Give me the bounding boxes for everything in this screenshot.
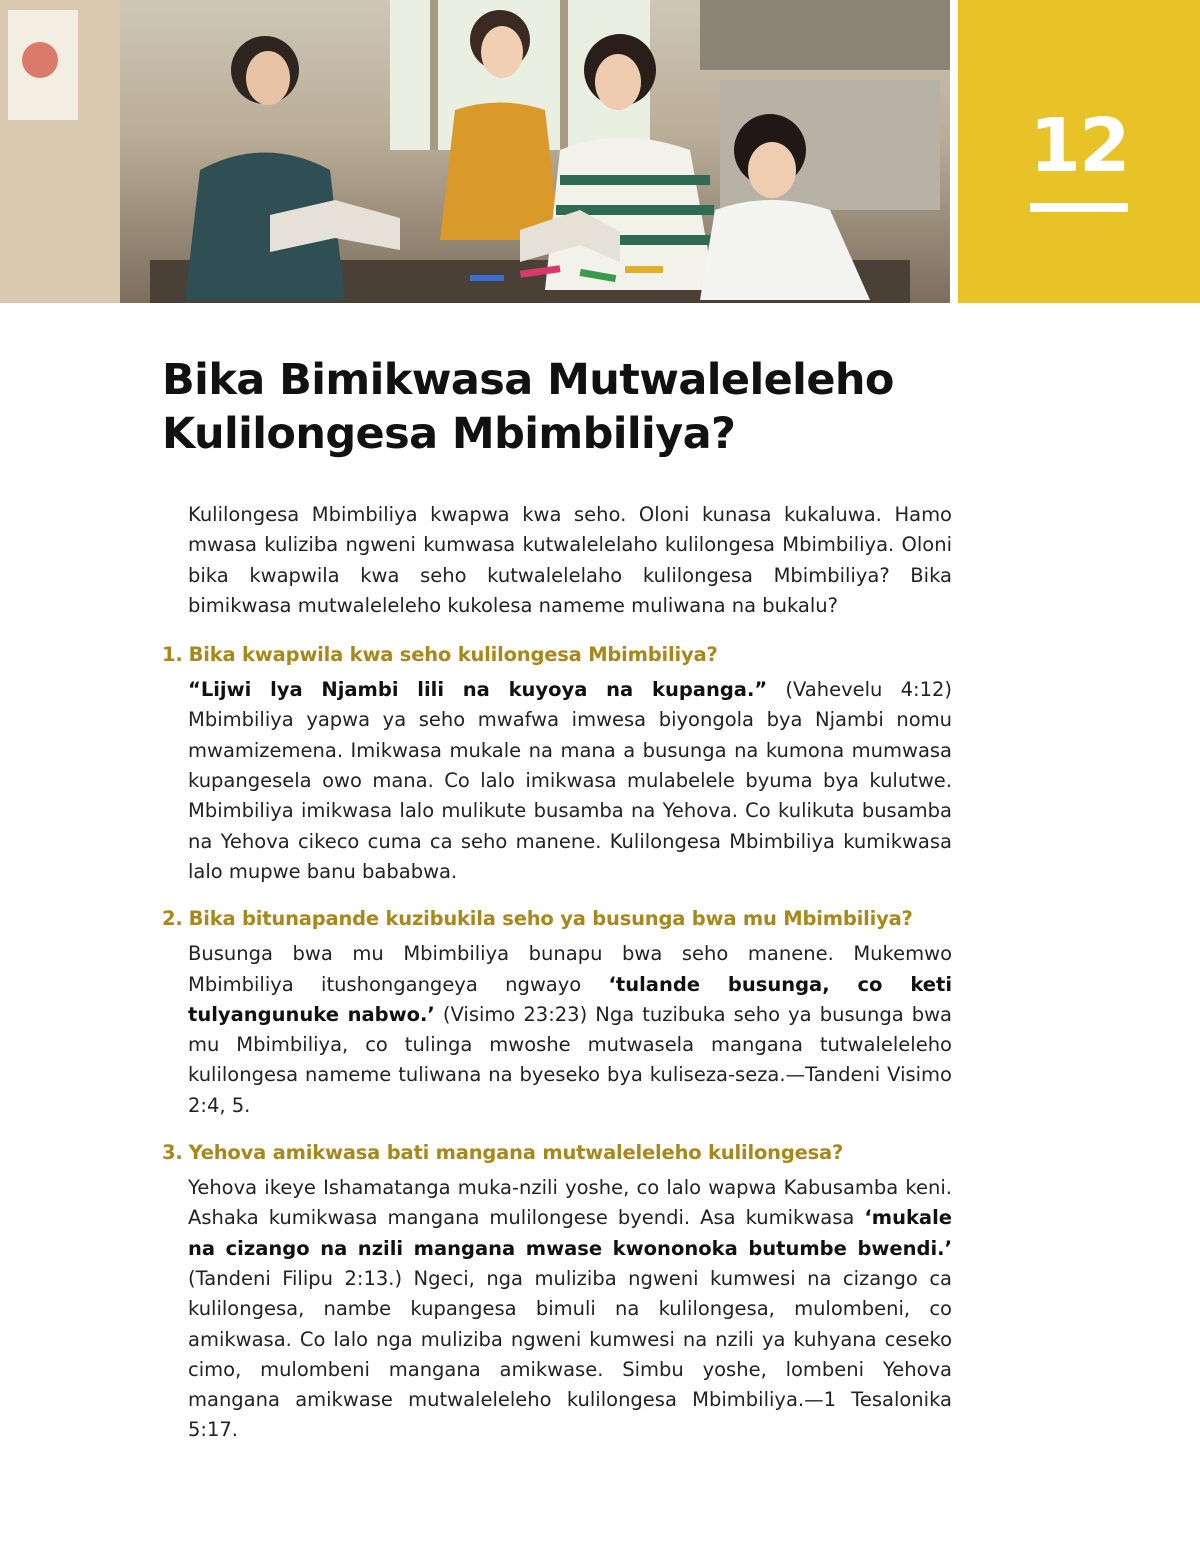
hero-photo (0, 0, 950, 303)
question-number: 2. (162, 907, 183, 931)
girl (440, 103, 560, 241)
kitchen-cabinet (700, 0, 950, 70)
boy (700, 200, 870, 300)
page-title-line1: Bika Bimikwasa Mutwaleleleho (162, 355, 894, 405)
page-title (162, 353, 962, 461)
answer-2 (188, 939, 952, 1121)
answer-text: (Vahevelu 4:12) Mbimbiliya yapwa ya seho mwafwa imwesa biyongola bya Njambi nomu mwamizemena. Imikwasa mukale na mana a busunga na kumona mumwasa kupangesela owo mana. Co lalo imikwasa mulabelele byuma bya kulutwe. Mbimbiliya imikwasa lalo mulikute busamba na Yehova. Co kulikuta busamba na Yehova cikeco cuma ca seho manene. Kulilongesa Mbimbiliya kumikwasa lalo mupwe banu bababwa. (188, 678, 952, 883)
question-1 (162, 641, 952, 669)
family-study-illustration (0, 0, 950, 303)
scripture-quote: ‘tulande busunga, co keti tulyangunuke nabwo.’ (188, 972, 952, 1026)
answer-text: (Visimo 23:23) Nga tuzibuka seho ya busunga bwa mu Mbimbiliya, co tulinga mwoshe mutwasela mangana tutwaleleleho kulilongesa nameme tuliwana na byeseko bya kuliseza-seza.—Tandeni Visimo 2:4, 5. (188, 1002, 952, 1117)
intro-paragraph: Kulilongesa Mbimbiliya kwapwa kwa seho. Oloni kunasa kukaluwa. Hamo mwasa kuliziba ngweni kumwasa kutwalelelaho kulilongesa Mbimbiliya. Oloni bika kwapwila kwa seho kutwalelelaho kulilongesa Mbimbiliya? Bika bimikwasa mutwaleleleho kukolesa nameme muliwana na bukalu? (188, 503, 952, 617)
answer-1 (188, 675, 952, 887)
question-2 (162, 905, 952, 933)
page-title-line2: Kulilongesa Mbimbiliya? (162, 409, 736, 459)
answer-text: Yehova ikeye Ishamatanga muka-nzili yoshe, co lalo wapwa Kabusamba keni. Ashaka kumikwasa mangana mulilongese byendi. Asa kumikwasa (188, 1176, 952, 1230)
question-number: 3. (162, 1141, 183, 1165)
lesson-number: 12 (1029, 103, 1129, 189)
answer-text: Busunga bwa mu Mbimbiliya bunapu bwa seho manene. Mukemwo Mbimbiliya itushongangeya ngwayo (188, 942, 952, 996)
question-text: Bika bitunapande kuzibukila seho ya busunga bwa mu Mbimbiliya? (188, 907, 913, 931)
lesson-content (162, 500, 952, 1464)
question-text: Bika kwapwila kwa seho kulilongesa Mbimbiliya? (188, 643, 718, 667)
question-text: Yehova amikwasa bati mangana mutwaleleleho kulilongesa? (188, 1141, 844, 1165)
answer-3 (188, 1173, 952, 1446)
answer-text: (Tandeni Filipu 2:13.) Ngeci, nga muliziba ngweni kumwesi na cizango ca kulilongesa, nambe kupangesa bimuli na kulilongesa, mulombeni, co amikwasa. Co lalo nga muliziba ngweni kumwesi na nzili ya kuhyana ceseko cimo, mulombeni mangana amikwase. Simbu yoshe, lombeni Yehova mangana amikwase mutwaleleleho kulilongesa Mbimbiliya.—1 Tesalonika 5:17. (188, 1266, 952, 1442)
scripture-quote: ‘mukale na cizango na nzili mangana mwase kwononoka butumbe bwendi.’ (188, 1206, 952, 1260)
scripture-quote: “Lijwi lya Njambi lili na kuyoya na kupanga.” (188, 678, 768, 702)
lesson-number-box (958, 0, 1200, 303)
question-3 (162, 1139, 952, 1167)
lesson-number-underline (1030, 203, 1128, 212)
question-number: 1. (162, 643, 183, 667)
